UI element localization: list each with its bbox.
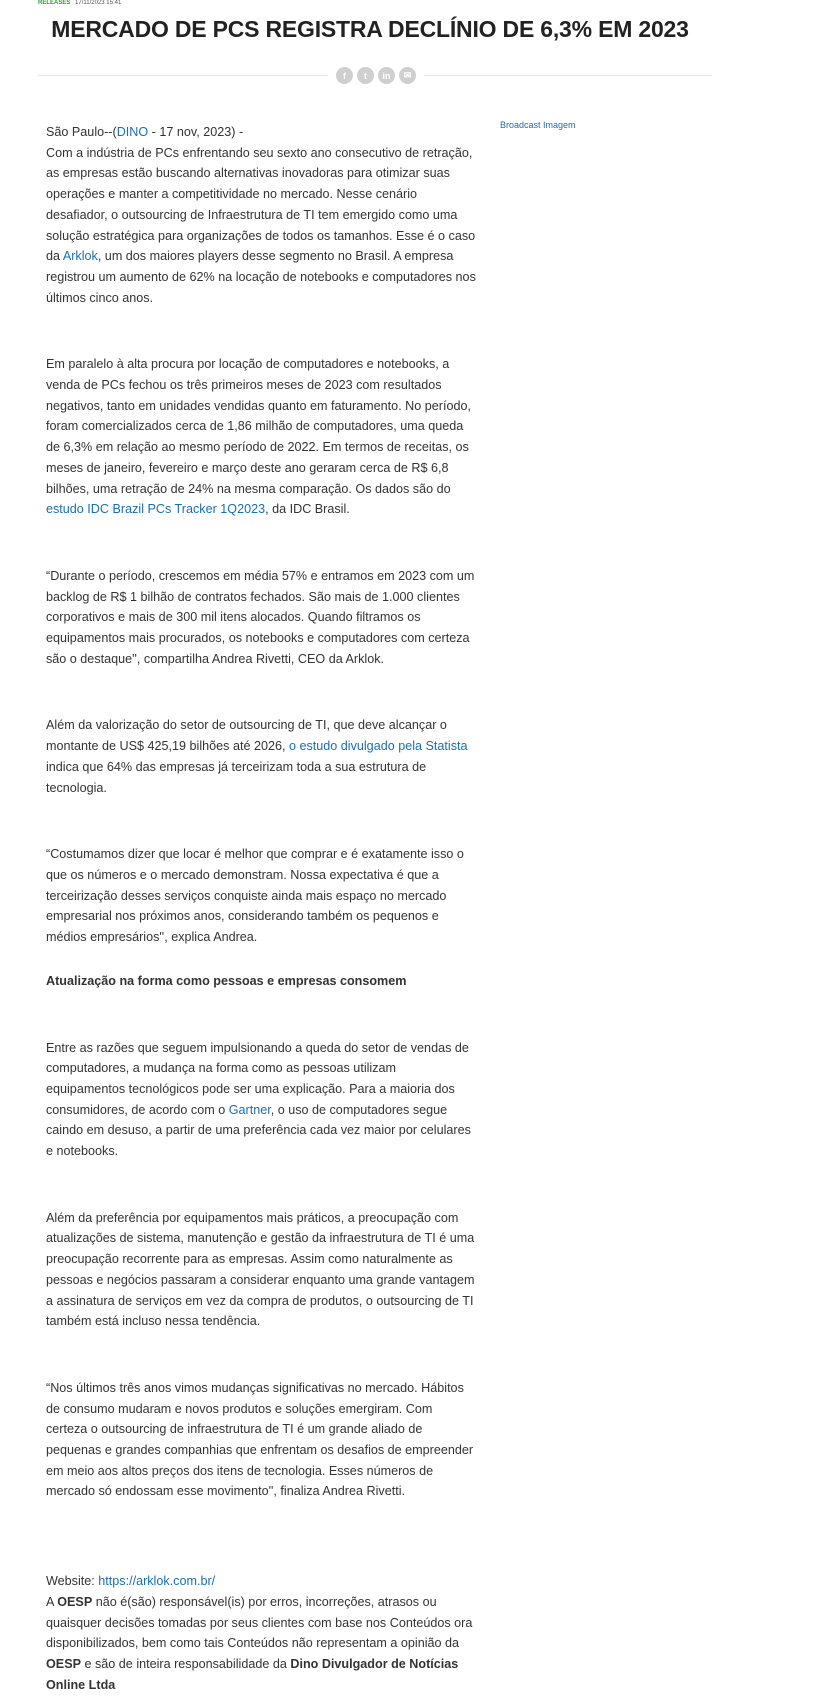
website-link[interactable]: https://arklok.com.br/	[98, 1574, 216, 1589]
share-bar	[38, 66, 712, 86]
text: Com a indústria de PCs enfrentando seu sexto ano consecutivo de retração, as empresas estão buscando alternativas inovadoras para otimizar suas operações e manter a competitividade no mercado. Nesse cenário desafiador, o outsourcing de Infraestrutura de TI tem emergido como uma solução estratégica para organizações de todos os tamanhos. Esse é o caso da	[46, 145, 476, 264]
text: Entre as razões que seguem impulsionando a queda do setor de vendas de computadores, a mudança na forma como as pessoas utilizam equipamentos tecnológicos pode ser uma explicação. Para a maioria dos consumidores, de acordo com o	[46, 1040, 469, 1117]
paragraph-2	[46, 354, 476, 520]
text: , da IDC Brasil.	[265, 502, 350, 517]
article-headline: MERCADO DE PCS REGISTRA DECLÍNIO DE 6,3% EM 2023	[51, 16, 689, 42]
paragraph-8: “Nos últimos três anos vimos mudanças significativas no mercado. Hábitos de consumo mudaram e novos produtos e soluções emergiram. Com certeza o outsourcing de infraestrutura de TI é um grande aliado de pequenas e grandes companhias que enfrentam os desafios de empreender em meio aos altos preços dos itens de tecnologia. Esses números de mercado só endossam esse movimento'', finaliza Andrea Rivetti.	[46, 1380, 474, 1499]
idc-study-link[interactable]: estudo IDC Brazil PCs Tracker 1Q2023	[46, 502, 266, 517]
text: A	[46, 1594, 58, 1609]
text: e são de inteira responsabilidade da	[81, 1656, 291, 1671]
article-meta	[38, 0, 121, 8]
website-label: Website:	[46, 1574, 99, 1589]
dino-link[interactable]: DINO	[116, 125, 149, 139]
facebook-icon[interactable]: f	[336, 67, 353, 84]
divider-right	[424, 75, 712, 76]
linkedin-icon[interactable]: in	[378, 67, 395, 84]
publish-datetime: 17/11/2023 15:41	[75, 0, 122, 6]
email-icon[interactable]: ✉	[399, 67, 416, 84]
text: Em paralelo à alta procura por locação de computadores e notebooks, a venda de PCs fechou os três primeiros meses de 2023 com resultados negativos, tanto em unidades vendidas quanto em faturamento. No período, foram comercializados cerca de 1,86 milhão de computadores, uma queda de 6,3% em relação ao mesmo período de 2022. Em termos de receitas, os meses de janeiro, fevereiro e março deste ano geraram cerca de R$ 6,8 bilhões, uma retração de 24% na mesma comparação. Os dados são do	[46, 357, 471, 496]
dateline-prefix: São Paulo--(	[46, 125, 117, 139]
dateline	[46, 122, 476, 143]
text: não é(são) responsável(is) por erros, incorreções, atrasos ou quaisquer decisões tomadas por seus clientes com base nos Conteúdos ora disponibilizados, bem como tais Conteúdos não representam a opinião da	[46, 1594, 473, 1651]
disclaimer	[46, 1592, 476, 1696]
twitter-icon[interactable]: t	[357, 67, 374, 84]
text: , o uso de computadores segue caindo em desuso, a partir de uma preferência cada vez maior por celulares e notebooks.	[46, 1102, 471, 1159]
article-body	[46, 122, 476, 1695]
section-subheading: Atualização na forma como pessoas e empresas consomem	[46, 973, 407, 988]
oesp-name: OESP	[46, 1656, 81, 1671]
statista-link[interactable]: o estudo divulgado pela Statista	[288, 739, 468, 754]
oesp-name: OESP	[57, 1594, 93, 1609]
share-icons	[336, 67, 416, 84]
paragraph-6	[46, 1038, 476, 1162]
website-line	[46, 1571, 476, 1592]
dateline-suffix: - 17 nov, 2023) -	[148, 125, 244, 139]
text: Além da valorização do setor de outsourcing de TI, que deve alcançar o montante de US$ 425,19 bilhões até 2026,	[46, 718, 447, 754]
text: indica que 64% das empresas já terceirizam toda a sua estrutura de tecnologia.	[46, 759, 427, 795]
paragraph-4	[46, 715, 476, 798]
gartner-link[interactable]: Gartner	[228, 1102, 271, 1117]
broadcast-image-link[interactable]: Broadcast Imagem	[500, 120, 576, 130]
paragraph-5: “Costumamos dizer que locar é melhor que comprar e é exatamente isso o que os números e o mercado demonstram. Nossa expectativa é que a terceirização desses serviços conquiste ainda mais espaço no mercado empresarial nos próximos anos, considerando também os pequenos e médios empresários'', explica Andrea.	[46, 847, 464, 945]
category-label[interactable]: RELEASES	[38, 0, 71, 6]
paragraph-3: “Durante o período, crescemos em média 57% e entramos em 2023 com um backlog de R$ 1 bilhão de contratos fechados. São mais de 1.000 clientes corporativos e mais de 300 mil itens alocados. Quando filtramos os equipamentos mais procurados, os notebooks e computadores com certeza são o destaque'', compartilha Andrea Rivetti, CEO da Arklok.	[46, 568, 475, 666]
paragraph-1	[46, 143, 476, 309]
dino-company-name: Dino Divulgador de Notícias Online Ltda	[46, 1656, 459, 1692]
divider-left	[38, 75, 328, 76]
paragraph-7: Além da preferência por equipamentos mais práticos, a preocupação com atualizações de sistema, manutenção e gestão da infraestrutura de TI é uma preocupação recorrente para as empresas. Assim como naturalmente as pessoas e negócios passaram a considerar enquanto uma grande vantagem a assinatura de serviços em vez da compra de produtos, o outsourcing de TI também está incluso nessa tendência.	[46, 1210, 475, 1329]
text: , um dos maiores players desse segmento no Brasil. A empresa registrou um aumento de 62% na locação de notebooks e computadores nos últimos cinco anos.	[46, 249, 476, 305]
arklok-link[interactable]: Arklok	[62, 249, 98, 264]
